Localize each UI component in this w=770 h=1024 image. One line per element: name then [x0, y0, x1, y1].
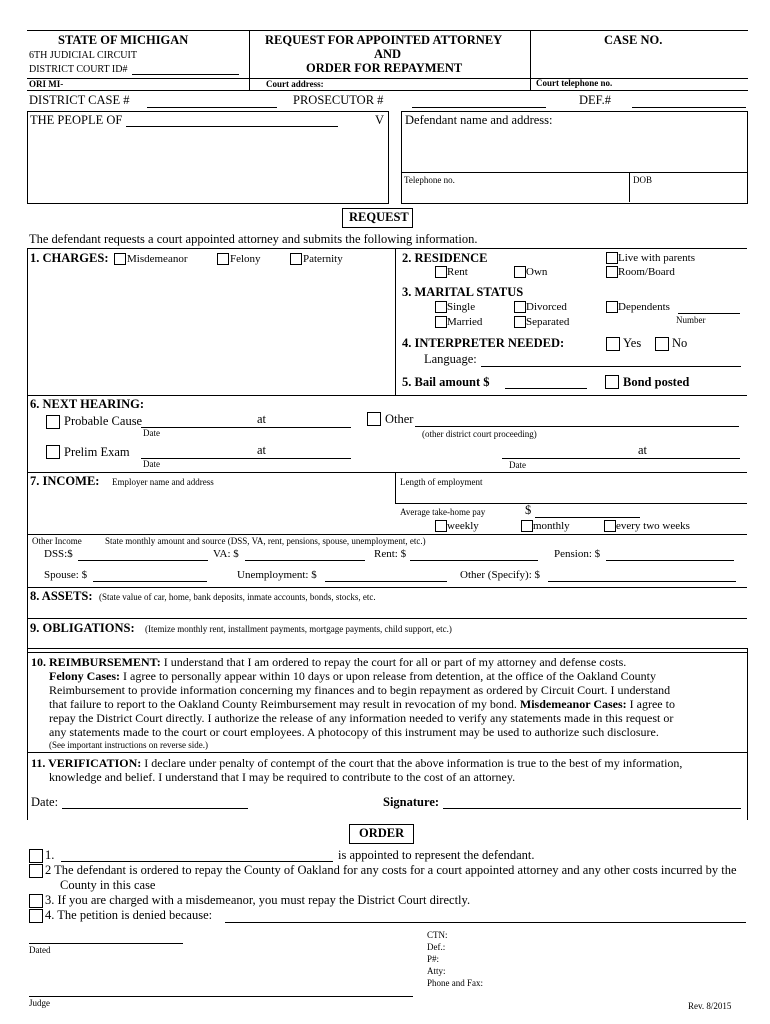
appointed-attorney-field[interactable]: [61, 861, 333, 862]
prelim-exam-date-label: Date: [143, 459, 160, 469]
next-hearing-label: 6. NEXT HEARING:: [30, 397, 145, 411]
other-hearing-note: (other district court proceeding): [422, 429, 537, 439]
order-item1-text: is appointed to represent the defendant.: [338, 848, 535, 862]
p-number-label: P#:: [427, 954, 440, 964]
probable-cause-at-label: at: [257, 412, 267, 426]
district-case-label: DISTRICT CASE #: [29, 93, 130, 107]
language-field[interactable]: [481, 366, 741, 367]
unemployment-field[interactable]: [325, 581, 447, 582]
order-item1-checkbox[interactable]: [29, 849, 43, 863]
signature-label: Signature:: [383, 795, 440, 809]
assets-note: (State value of car, home, bank deposits, inmate accounts, bonds, stocks, etc.: [99, 592, 376, 602]
interpreter-no-checkbox[interactable]: [655, 337, 669, 351]
income-label: 7. INCOME:: [30, 474, 100, 488]
reimbursement-line5: repay the District Court directly. I authorize the release of any information needed to verify any statements made in this request or: [49, 711, 674, 725]
interpreter-yes-label: Yes: [623, 336, 642, 350]
dss-field[interactable]: [78, 560, 208, 561]
spouse-label: Spouse: $: [44, 569, 88, 581]
other-hearing-at-label: at: [638, 443, 648, 457]
probable-cause-label: Probable Cause: [64, 414, 143, 428]
atty-label: Atty:: [427, 966, 446, 976]
prelim-exam-date-field[interactable]: [141, 458, 351, 459]
reimbursement-see-note: (See important instructions on reverse side.): [49, 740, 208, 750]
bail-amount-label: 5. Bail amount $: [402, 375, 490, 389]
other-hearing-label: Other: [385, 412, 414, 426]
pension-field[interactable]: [606, 560, 734, 561]
bail-amount-field[interactable]: [505, 388, 587, 389]
def-number-label: DEF.#: [579, 93, 611, 107]
dependents-label: Dependents: [618, 301, 670, 313]
reimbursement-line2: Felony Cases: I agree to personally appear within 10 days or upon release from detention, at the office of the Oakland County: [49, 669, 656, 683]
def-number-field[interactable]: [632, 107, 746, 108]
live-with-parents-checkbox[interactable]: [606, 252, 618, 264]
people-of-field[interactable]: [126, 126, 338, 127]
every-two-weeks-label: every two weeks: [616, 520, 690, 532]
language-label: Language:: [424, 352, 477, 366]
dated-label: Dated: [29, 945, 51, 955]
own-label: Own: [526, 266, 548, 278]
rent-income-label: Rent: $: [374, 548, 407, 560]
weekly-checkbox[interactable]: [435, 520, 447, 532]
court-address-label: Court address:: [266, 79, 324, 89]
order-item3-text: 3. If you are charged with a misdemeanor, you must repay the District Court directly.: [45, 893, 471, 907]
denied-reason-field[interactable]: [225, 922, 746, 923]
paternity-label: Paternity: [303, 253, 343, 265]
spouse-field[interactable]: [93, 581, 207, 582]
order-item2-checkbox[interactable]: [29, 864, 43, 878]
verification-line2: knowledge and belief. I understand that I may be required to contribute to the cost of an attorney.: [49, 770, 516, 784]
rent-label: Rent: [447, 266, 468, 278]
prelim-exam-checkbox[interactable]: [46, 445, 60, 459]
single-checkbox[interactable]: [435, 301, 447, 313]
prosecutor-label: PROSECUTOR #: [293, 93, 384, 107]
separated-label: Separated: [526, 316, 570, 328]
marital-status-label: 3. MARITAL STATUS: [402, 285, 524, 299]
form-title-line2: AND: [374, 47, 402, 61]
reimbursement-line1: 10. REIMBURSEMENT: I understand that I am ordered to repay the court for all or part of my attorney and defense costs.: [31, 655, 627, 669]
request-intro: The defendant requests a court appointed attorney and submits the following information.: [29, 232, 478, 246]
monthly-label: monthly: [533, 520, 570, 532]
live-with-parents-label: Live with parents: [618, 252, 695, 264]
versus-label: V: [375, 113, 385, 127]
va-label: VA: $: [213, 548, 239, 560]
dependents-number-label: Number: [676, 315, 706, 325]
dated-field[interactable]: [29, 943, 183, 944]
married-checkbox[interactable]: [435, 316, 447, 328]
other-specify-label: Other (Specify): $: [460, 569, 541, 581]
order-item4-checkbox[interactable]: [29, 909, 43, 923]
obligations-label: 9. OBLIGATIONS:: [30, 621, 135, 635]
case-no-label: CASE NO.: [604, 33, 663, 47]
length-of-employment-label: Length of employment: [400, 477, 483, 487]
court-telephone-label: Court telephone no.: [536, 78, 613, 88]
felony-label: Felony: [230, 253, 261, 265]
weekly-label: weekly: [447, 520, 479, 532]
prelim-exam-label: Prelim Exam: [64, 445, 130, 459]
judge-label: Judge: [29, 998, 50, 1008]
monthly-checkbox[interactable]: [521, 520, 533, 532]
order-item1-number: 1.: [45, 848, 55, 862]
bond-posted-label: Bond posted: [623, 375, 690, 389]
own-checkbox[interactable]: [514, 266, 526, 278]
employer-label: Employer name and address: [112, 477, 214, 487]
verification-date-label: Date:: [31, 795, 59, 809]
dss-label: DSS:$: [44, 548, 73, 560]
state-monthly-label: State monthly amount and source (DSS, VA, rent, pensions, spouse, unemployment, etc.): [105, 536, 426, 546]
prelim-exam-at-label: at: [257, 443, 267, 457]
state-title: STATE OF MICHIGAN: [58, 33, 189, 47]
phone-fax-label: Phone and Fax:: [427, 978, 483, 988]
order-item4-text: 4. The petition is denied because:: [45, 908, 213, 922]
request-heading: REQUEST: [349, 210, 409, 224]
order-item2-text: 2 The defendant is ordered to repay the County of Oakland for any costs for a court appointed attorney and any other costs incurred by the: [45, 863, 737, 877]
reimbursement-line6: any statements made to the court or court employees. A photocopy of this instrument may be used to authorize such disclosure.: [49, 725, 659, 739]
def-footer-label: Def.:: [427, 942, 446, 952]
probable-cause-date-field[interactable]: [141, 427, 351, 428]
other-income-label: Other Income: [32, 536, 82, 546]
misdemeanor-checkbox[interactable]: [114, 253, 126, 265]
district-court-id-field[interactable]: [132, 74, 239, 75]
verification-line1: 11. VERIFICATION: I declare under penalty of contempt of the court that the above information is true to the best of my information,: [31, 756, 683, 770]
residence-label: 2. RESIDENCE: [402, 251, 488, 265]
telephone-label: Telephone no.: [404, 175, 455, 185]
reimbursement-line4: that failure to report to the Oakland County Reimbursement may result in revocation of my bond. Misdemeanor Cases: I agree to: [49, 697, 675, 711]
dependents-checkbox[interactable]: [606, 301, 618, 313]
dob-label: DOB: [633, 175, 653, 185]
other-hearing-date-field[interactable]: [502, 458, 740, 459]
room-board-label: Room/Board: [618, 266, 675, 278]
probable-cause-checkbox[interactable]: [46, 415, 60, 429]
ori-label: ORI MI-: [29, 79, 64, 89]
district-court-id-label: DISTRICT COURT ID#: [29, 64, 128, 75]
other-hearing-checkbox[interactable]: [367, 412, 381, 426]
people-of-label: THE PEOPLE OF: [30, 113, 123, 127]
judge-signature-field[interactable]: [29, 996, 413, 997]
prosecutor-field[interactable]: [412, 107, 546, 108]
divorced-checkbox[interactable]: [514, 301, 526, 313]
pension-label: Pension: $: [554, 548, 601, 560]
rent-checkbox[interactable]: [435, 266, 447, 278]
avg-take-home-label: Average take-home pay: [400, 507, 486, 517]
form-title-line3: ORDER FOR REPAYMENT: [306, 61, 463, 75]
other-specify-field[interactable]: [548, 581, 736, 582]
order-heading: ORDER: [359, 826, 405, 840]
bond-posted-checkbox[interactable]: [605, 375, 619, 389]
circuit-label: 6TH JUDICIAL CIRCUIT: [29, 50, 137, 61]
unemployment-label: Unemployment: $: [237, 569, 317, 581]
signature-field[interactable]: [443, 808, 741, 809]
avg-take-home-field[interactable]: [535, 517, 640, 518]
va-field[interactable]: [245, 560, 365, 561]
district-case-field[interactable]: [147, 107, 277, 108]
misdemeanor-label: Misdemeanor: [127, 253, 188, 265]
room-board-checkbox[interactable]: [606, 266, 618, 278]
separated-checkbox[interactable]: [514, 316, 526, 328]
charges-label: 1. CHARGES:: [30, 251, 109, 265]
interpreter-label: 4. INTERPRETER NEEDED:: [402, 336, 565, 350]
divorced-label: Divorced: [526, 301, 567, 313]
defendant-name-address-label: Defendant name and address:: [405, 113, 553, 127]
probable-cause-date-label: Date: [143, 428, 160, 438]
obligations-note: (Itemize monthly rent, installment payments, mortgage payments, child support, etc.): [145, 624, 452, 634]
revision-label: Rev. 8/2015: [688, 1001, 732, 1011]
verification-date-field[interactable]: [62, 808, 248, 809]
dependents-number-field[interactable]: [678, 313, 740, 314]
reimbursement-line3: Reimbursement to provide information concerning my finances and to begin repayment as ordered by Circuit Court. I understand: [49, 683, 671, 697]
avg-take-home-dollar: $: [525, 503, 532, 517]
single-label: Single: [447, 301, 476, 313]
interpreter-no-label: No: [672, 336, 688, 350]
other-hearing-date-label: Date: [509, 460, 526, 470]
order-item3-checkbox[interactable]: [29, 894, 43, 908]
married-label: Married: [447, 316, 483, 328]
form-title-line1: REQUEST FOR APPOINTED ATTORNEY: [265, 33, 503, 47]
every-two-weeks-checkbox[interactable]: [604, 520, 616, 532]
paternity-checkbox[interactable]: [290, 253, 302, 265]
ctn-label: CTN:: [427, 930, 448, 940]
other-hearing-field[interactable]: [415, 426, 739, 427]
assets-label: 8. ASSETS:: [30, 589, 93, 603]
rent-income-field[interactable]: [410, 560, 538, 561]
interpreter-yes-checkbox[interactable]: [606, 337, 620, 351]
order-item2-text-cont: County in this case: [60, 878, 156, 892]
felony-checkbox[interactable]: [217, 253, 229, 265]
